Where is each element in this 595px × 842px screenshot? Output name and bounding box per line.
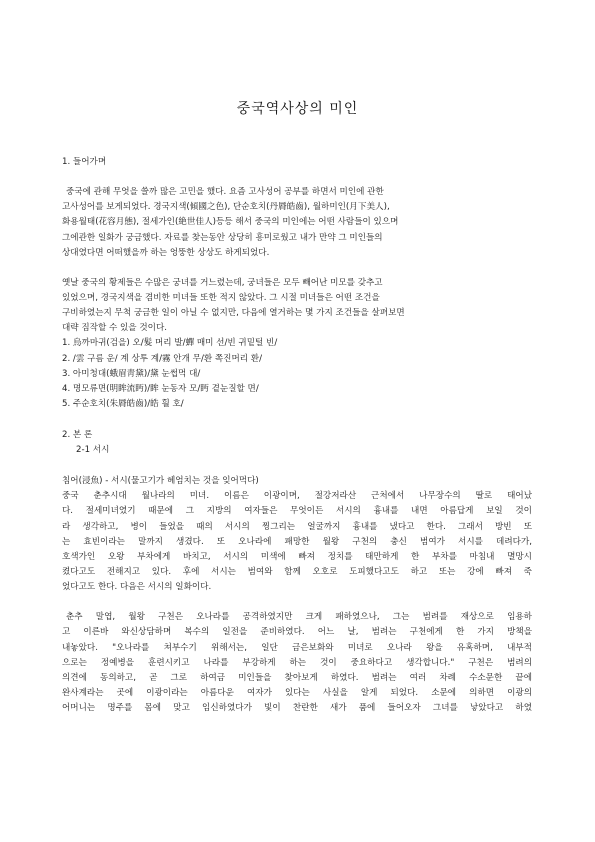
paragraph-line: 완사계라는 곳에 이광이라는 아름다운 여자가 있다는 사실을 알게 되었다. 소문에 의하면 이광의 [62, 688, 532, 698]
paragraph-line: 있었으며, 경국지색을 겸비한 미녀들 또한 적지 않았다. 그 시절 미녀들은 어떤 조건을 [62, 293, 380, 303]
paragraph-line: 대략 짐작할 수 있을 것이다. [62, 323, 167, 333]
subsection-subtitle: 침어(浸魚) - 서시(물고기가 헤엄치는 것을 잊어먹다) [62, 476, 259, 486]
paragraph-line: 라 생각하고, 병이 들었을 때의 서시의 찡그리는 얼굴까지 흉내를 냈다고 한다. 그래서 방빈 또 [62, 522, 532, 532]
subsection-heading: 2-1 서시 [76, 445, 110, 455]
paragraph-line: 었다고도 한다. 다음은 서시의 일화이다. [62, 582, 212, 592]
paragraph-line: 의견에 동의하고, 곧 그로 하여금 미인들을 찾아보게 하였다. 범려는 여러 차례 수소문한 끝에 [62, 673, 532, 683]
paragraph-line: 중국 춘추시대 월나라의 미녀. 이름은 이광이며, 절강저라산 근처에서 나무장수의 딸로 태어났 [62, 491, 532, 501]
paragraph-line: 호색가인 오왕 부차에게 바치고, 서시의 미색에 빠져 정치를 태만하게 한 부차를 마침내 멸망시 [62, 552, 532, 562]
list-item: 4. 명모류면(明眸流眄)/眸 눈동자 모/眄 곁눈질할 면/ [62, 384, 259, 394]
paragraph-line: 춘추 말엽, 월왕 구천은 오나라를 공격하였지만 크게 패하였으나, 그는 범려를 재상으로 임용하 [66, 612, 532, 622]
paragraph-line: 화용월태(花容月態), 절세가인(絶世佳人)등등 해서 중국의 미인에는 어떤 사람들이 있으며 [62, 217, 399, 227]
list-item: 2. /雲 구름 운/ 계 상투 계/霧 안개 무/환 쪽진머리 환/ [62, 354, 263, 364]
paragraph-line: 으로는 정예병을 훈련시키고 나라를 부강하게 하는 것이 중요하다고 생각합니다." 구천은 범려의 [62, 658, 532, 668]
paragraph-line: 옛날 중국의 황제들은 수많은 궁녀를 거느렸는데, 궁녀들은 모두 빼어난 미모를 갖추고 [62, 278, 383, 288]
paragraph-line: 켰다고도 전해지고 있다. 후에 서시는 범여와 함께 오호로 도피했다고도 하고 또는 강에 빠져 죽 [62, 567, 532, 577]
list-item: 1. 烏까마귀(검을) 오/髮 머리 발/蟬 매미 선/빈 귀밑털 빈/ [62, 338, 278, 348]
paragraph-line: 상대였다면 어떠했을까 하는 엉뚱한 상상도 하게되었다. [62, 248, 270, 258]
paragraph-line: 고사성어를 보게되었다. 경국지색(傾國之色), 단순호치(丹脣皓齒), 월하미인(月下美人), [62, 202, 390, 212]
paragraph-line: 내놓았다. "오나라를 쳐부수기 위해서는, 일단 금은보화와 미녀로 오나라 왕을 유혹하며, 내부적 [62, 643, 532, 653]
paragraph-line: 고 이른바 와신상담하며 복수의 일전을 준비하였다. 어느 날, 범려는 구천에게 한 가지 방책을 [62, 627, 532, 637]
section-heading: 1. 들어가며 [62, 157, 107, 167]
paragraph-line: 는 효빈이라는 말까지 생겼다. 또 오나라에 패망한 월왕 구천의 충신 범여가 서시를 데려다가, [62, 537, 532, 547]
section-heading: 2. 본 론 [62, 430, 93, 440]
page-title: 중국역사상의 미인 [236, 101, 359, 117]
paragraph-line: 중국에 관해 무엇을 쓸까 많은 고민을 했다. 요즘 고사성어 공부를 하면서 미인에 관한 [66, 187, 384, 197]
paragraph-line: 그에관한 일화가 궁금했다. 자료를 찾는동안 상당히 흥미로웠고 내가 만약 그 미인들의 [62, 233, 383, 243]
paragraph-line: 어머니는 명주를 몸에 맞고 임신하였다가 빛이 찬란한 새가 품에 들어오자 그녀를 낳았다고 하였 [62, 703, 532, 713]
paragraph-line: 다. 절세미녀였기 때문에 그 지방의 여자들은 무엇이든 서시의 흉내를 내면 아름답게 보일 것이 [62, 506, 532, 516]
paragraph-line: 구비하였는지 무척 궁금한 일이 아닐 수 없지만, 다음에 열거하는 몇 가지 조건들을 살펴보면 [62, 308, 405, 318]
list-item: 3. 아미청대(蛾眉靑黛)/黛 눈썹먹 대/ [62, 369, 201, 379]
list-item: 5. 주순호치(朱脣皓齒)/皓 흴 호/ [62, 399, 184, 409]
